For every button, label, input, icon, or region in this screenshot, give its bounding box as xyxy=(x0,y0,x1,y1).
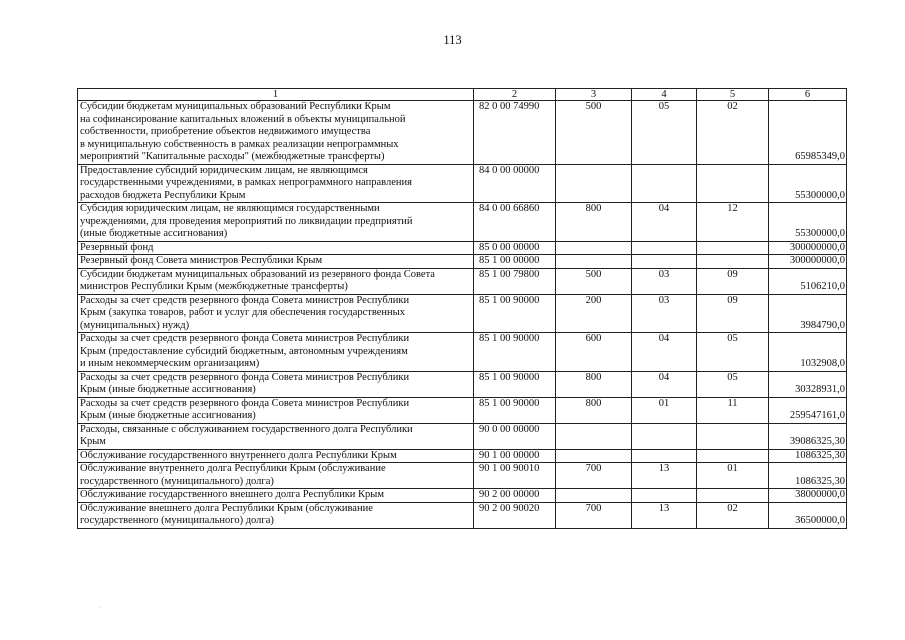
table-row xyxy=(78,101,847,165)
expense-name-cell: Субсидии бюджетам муниципальных образований Республики Крым на софинансирование капитальных вложений в объекты муниципальной собственности, приобретение объектов недвижимого имущества в муниципальную собственность в рамках реализации непрограммных мероприятий "Капитальные расходы" (межбюджетные трансферты) xyxy=(78,101,474,165)
expense-type-cell: 500 xyxy=(556,268,632,294)
amount-cell: 5106210,0 xyxy=(769,268,847,294)
budget-table xyxy=(77,88,847,529)
table-row xyxy=(78,268,847,294)
amount-cell: 65985349,0 xyxy=(769,101,847,165)
section-cell: 01 xyxy=(632,397,697,423)
expense-name-cell: Расходы, связанные с обслуживанием государственного долга Республики Крым xyxy=(78,423,474,449)
section-cell: 04 xyxy=(632,203,697,242)
expense-type-cell: 800 xyxy=(556,203,632,242)
section-cell xyxy=(632,449,697,463)
section-cell: 03 xyxy=(632,294,697,333)
target-article-code-cell: 85 0 00 00000 xyxy=(474,241,556,255)
header-cell: 3 xyxy=(556,89,632,101)
amount-cell: 36500000,0 xyxy=(769,502,847,528)
target-article-code-cell: 84 0 00 66860 xyxy=(474,203,556,242)
table-row xyxy=(78,423,847,449)
table-row xyxy=(78,371,847,397)
expense-type-cell xyxy=(556,241,632,255)
amount-cell: 3984790,0 xyxy=(769,294,847,333)
table-row xyxy=(78,164,847,203)
amount-cell: 300000000,0 xyxy=(769,255,847,269)
expense-type-cell xyxy=(556,164,632,203)
expense-type-cell: 200 xyxy=(556,294,632,333)
expense-type-cell xyxy=(556,255,632,269)
expense-name-cell: Предоставление субсидий юридическим лицам, не являющимся государственными учреждениями, в рамках непрограммного направления расходов бюджета Республики Крым xyxy=(78,164,474,203)
expense-type-cell: 600 xyxy=(556,333,632,372)
subsection-cell: 01 xyxy=(697,463,769,489)
table-row xyxy=(78,463,847,489)
section-cell xyxy=(632,241,697,255)
table-row xyxy=(78,333,847,372)
expense-name-cell: Резервный фонд xyxy=(78,241,474,255)
target-article-code-cell: 84 0 00 00000 xyxy=(474,164,556,203)
target-article-code-cell: 85 1 00 90000 xyxy=(474,333,556,372)
target-article-code-cell: 85 1 00 79800 xyxy=(474,268,556,294)
expense-name-cell: Обслуживание государственного внутреннего долга Республики Крым xyxy=(78,449,474,463)
table-row xyxy=(78,203,847,242)
section-cell: 04 xyxy=(632,371,697,397)
subsection-cell: 11 xyxy=(697,397,769,423)
amount-cell: 1086325,30 xyxy=(769,449,847,463)
amount-cell: 1032908,0 xyxy=(769,333,847,372)
expense-type-cell xyxy=(556,449,632,463)
amount-cell: 38000000,0 xyxy=(769,489,847,503)
table-row xyxy=(78,294,847,333)
expense-name-cell: Субсидия юридическим лицам, не являющимся государственными учреждениями, для проведения мероприятий по ликвидации предприятий (иные бюджетные ассигнования) xyxy=(78,203,474,242)
table-row xyxy=(78,489,847,503)
subsection-cell: 02 xyxy=(697,101,769,165)
amount-cell: 259547161,0 xyxy=(769,397,847,423)
table-row xyxy=(78,502,847,528)
amount-cell: 30328931,0 xyxy=(769,371,847,397)
target-article-code-cell: 85 1 00 90000 xyxy=(474,397,556,423)
amount-cell: 39086325,30 xyxy=(769,423,847,449)
header-cell: 6 xyxy=(769,89,847,101)
subsection-cell: 05 xyxy=(697,371,769,397)
target-article-code-cell: 85 1 00 90000 xyxy=(474,294,556,333)
expense-type-cell: 800 xyxy=(556,371,632,397)
target-article-code-cell: 90 2 00 00000 xyxy=(474,489,556,503)
expense-name-cell: Резервный фонд Совета министров Республики Крым xyxy=(78,255,474,269)
expense-type-cell: 800 xyxy=(556,397,632,423)
section-cell: 04 xyxy=(632,333,697,372)
subsection-cell xyxy=(697,241,769,255)
section-cell: 13 xyxy=(632,463,697,489)
expense-name-cell: Расходы за счет средств резервного фонда Совета министров Республики Крым (закупка товаров, работ и услуг для обеспечения государственных (муниципальных) нужд) xyxy=(78,294,474,333)
section-cell: 13 xyxy=(632,502,697,528)
section-cell xyxy=(632,423,697,449)
expense-name-cell: Субсидии бюджетам муниципальных образований из резервного фонда Совета министров Республики Крым (межбюджетные трансферты) xyxy=(78,268,474,294)
target-article-code-cell: 90 1 00 00000 xyxy=(474,449,556,463)
expense-type-cell: 700 xyxy=(556,502,632,528)
expense-name-cell: Расходы за счет средств резервного фонда Совета министров Республики Крым (предоставление субсидий бюджетным, автономным учреждениям и иным некоммерческим организациям) xyxy=(78,333,474,372)
scan-mark: · xyxy=(98,604,101,612)
table-row xyxy=(78,397,847,423)
target-article-code-cell: 85 1 00 00000 xyxy=(474,255,556,269)
header-cell: 4 xyxy=(632,89,697,101)
expense-name-cell: Обслуживание государственного внешнего долга Республики Крым xyxy=(78,489,474,503)
amount-cell: 55300000,0 xyxy=(769,164,847,203)
section-cell: 05 xyxy=(632,101,697,165)
amount-cell: 300000000,0 xyxy=(769,241,847,255)
header-cell: 2 xyxy=(474,89,556,101)
expense-name-cell: Обслуживание внешнего долга Республики Крым (обслуживание государственного (муниципального) долга) xyxy=(78,502,474,528)
expense-type-cell: 500 xyxy=(556,101,632,165)
target-article-code-cell: 90 1 00 90010 xyxy=(474,463,556,489)
subsection-cell: 09 xyxy=(697,268,769,294)
amount-cell: 55300000,0 xyxy=(769,203,847,242)
table-row xyxy=(78,255,847,269)
expense-type-cell xyxy=(556,423,632,449)
subsection-cell: 09 xyxy=(697,294,769,333)
section-cell: 03 xyxy=(632,268,697,294)
expense-name-cell: Обслуживание внутреннего долга Республики Крым (обслуживание государственного (муниципального) долга) xyxy=(78,463,474,489)
table-row xyxy=(78,449,847,463)
page-number: 113 xyxy=(443,33,462,47)
target-article-code-cell: 90 0 00 00000 xyxy=(474,423,556,449)
header-cell: 1 xyxy=(78,89,474,101)
section-cell xyxy=(632,164,697,203)
table-header-row xyxy=(78,89,847,101)
subsection-cell xyxy=(697,449,769,463)
subsection-cell xyxy=(697,255,769,269)
expense-name-cell: Расходы за счет средств резервного фонда Совета министров Республики Крым (иные бюджетные ассигнования) xyxy=(78,371,474,397)
subsection-cell xyxy=(697,423,769,449)
table-row xyxy=(78,241,847,255)
section-cell xyxy=(632,255,697,269)
subsection-cell xyxy=(697,164,769,203)
target-article-code-cell: 85 1 00 90000 xyxy=(474,371,556,397)
subsection-cell xyxy=(697,489,769,503)
subsection-cell: 02 xyxy=(697,502,769,528)
subsection-cell: 05 xyxy=(697,333,769,372)
target-article-code-cell: 82 0 00 74990 xyxy=(474,101,556,165)
subsection-cell: 12 xyxy=(697,203,769,242)
amount-cell: 1086325,30 xyxy=(769,463,847,489)
section-cell xyxy=(632,489,697,503)
expense-type-cell xyxy=(556,489,632,503)
expense-name-cell: Расходы за счет средств резервного фонда Совета министров Республики Крым (иные бюджетные ассигнования) xyxy=(78,397,474,423)
expense-type-cell: 700 xyxy=(556,463,632,489)
header-cell: 5 xyxy=(697,89,769,101)
target-article-code-cell: 90 2 00 90020 xyxy=(474,502,556,528)
